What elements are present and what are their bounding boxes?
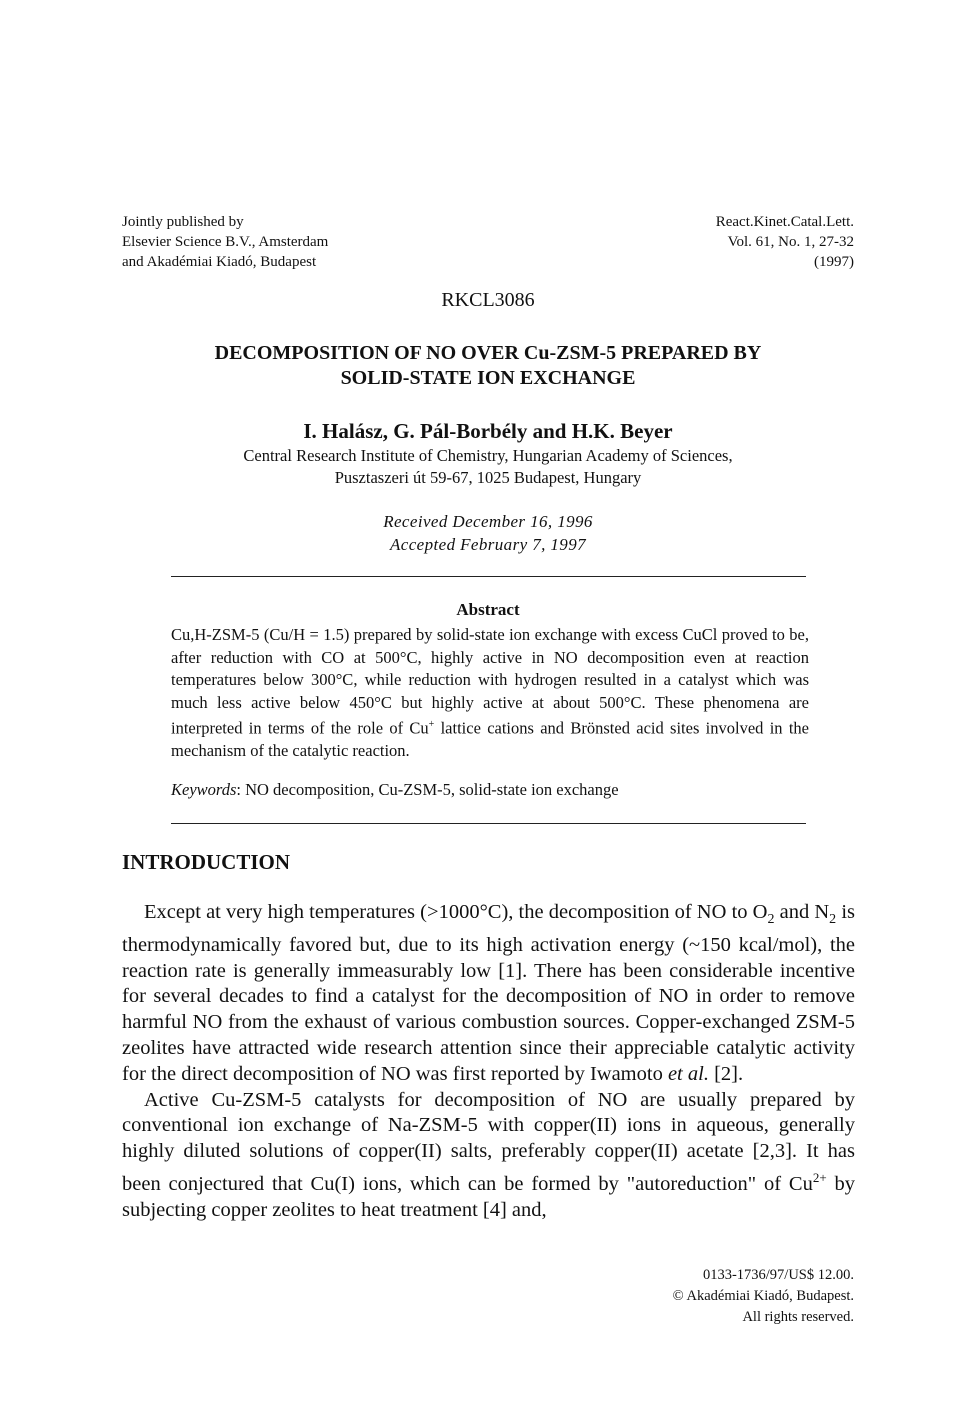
- publisher-line: Elsevier Science B.V., Amsterdam: [122, 234, 329, 250]
- affiliation: [0, 445, 976, 489]
- text-run: Active Cu-ZSM-5 catalysts for decomposition of NO are usually prepared by conventional ion exchange of Na-ZSM-5 with copper(II) ions in aqueous, generally highly diluted solutions of copper(II) salts, preferably copper(II) acetate [2,3]. It has been conjectured that Cu(I) ions, which can be formed by "autoreduction" of Cu: [122, 1088, 855, 1195]
- affiliation-line: Pusztaszeri út 59-67, 1025 Budapest, Hungary: [334, 468, 642, 487]
- abstract-text: [171, 624, 809, 763]
- keywords: [171, 780, 809, 800]
- paragraph: [122, 900, 855, 1088]
- abstract-part: lattice cations and Brönsted acid sites involved in the mechanism of the catalytic reaction.: [171, 718, 810, 761]
- keywords-label: Keywords: [171, 780, 237, 799]
- copyright-footer: [673, 1265, 854, 1328]
- introduction-body: [122, 900, 855, 1223]
- abstract-heading: Abstract: [456, 600, 520, 619]
- copyright-line: © Akadémiai Kiadó, Budapest.: [672, 1288, 854, 1304]
- journal-citation: [716, 212, 854, 272]
- superscript: +: [428, 719, 435, 731]
- submission-dates: [0, 510, 976, 556]
- abstract-part: Cu,H-ZSM-5 (Cu/H = 1.5) prepared by solid-state ion exchange with excess CuCl proved to be, after reduction with CO at 500°C, highly active in NO decomposition even at reaction temperatures below 300°C, while reduction with hydrogen resulted in a catalyst which was much less active below 450°C but highly active at about 500°C. These phenomena are interpreted in terms of the role of Cu: [171, 625, 809, 738]
- section-heading: INTRODUCTION: [122, 850, 291, 874]
- subscript: 2: [767, 912, 775, 928]
- journal-name: React.Kinet.Catal.Lett.: [715, 214, 854, 230]
- authors: I. Halász, G. Pál-Borbély and H.K. Beyer: [303, 419, 673, 443]
- publisher-line: and Akadémiai Kiadó, Budapest: [122, 254, 317, 270]
- divider-bottom: [171, 823, 806, 824]
- publisher-line: Jointly published by: [122, 214, 244, 230]
- title-line: SOLID-STATE ION EXCHANGE: [340, 367, 636, 389]
- text-run: by subjecting copper zeolites to heat treatment [4] and,: [122, 1172, 856, 1221]
- journal-volume: Vol. 61, No. 1, 27-32: [727, 234, 854, 250]
- title-line: DECOMPOSITION OF NO OVER Cu-ZSM-5 PREPARED BY: [214, 342, 762, 364]
- accepted-date: Accepted February 7, 1997: [390, 535, 586, 554]
- publisher-info: [122, 212, 328, 272]
- text-run: Except at very high temperatures (>1000°C), the decomposition of NO to O: [144, 901, 768, 923]
- italic-text: et al.: [667, 1062, 709, 1085]
- rights-line: All rights reserved.: [742, 1309, 854, 1325]
- paragraph: [122, 1088, 855, 1224]
- text-run: [2].: [708, 1062, 744, 1085]
- divider-top: [171, 576, 806, 577]
- journal-year: (1997): [814, 254, 854, 270]
- issn-line: 0133-1736/97/US$ 12.00.: [702, 1267, 854, 1283]
- superscript: 2+: [812, 1170, 827, 1186]
- subscript: 2: [829, 912, 837, 928]
- received-date: Received December 16, 1996: [383, 512, 593, 531]
- text-run: is thermodynamically favored but, due to its high activation energy (~150 kcal/mol), the reaction rate is generally immeasurably low [1]. There has been considerable incentive for several decades to find a catalyst for the decomposition of NO in order to remove harmful NO from the exhaust of various combustion sources. Copper-exchanged ZSM-5 zeolites have attracted wide research attention since their appreciable catalytic activity for the direct decomposition of NO was first reported by Iwamoto: [122, 901, 855, 1085]
- article-code: RKCL3086: [441, 289, 535, 311]
- paper-title: [150, 341, 826, 391]
- affiliation-line: Central Research Institute of Chemistry, Hungarian Academy of Sciences,: [243, 446, 733, 465]
- text-run: and N: [774, 901, 830, 923]
- keywords-text: : NO decomposition, Cu-ZSM-5, solid-state ion exchange: [236, 780, 619, 799]
